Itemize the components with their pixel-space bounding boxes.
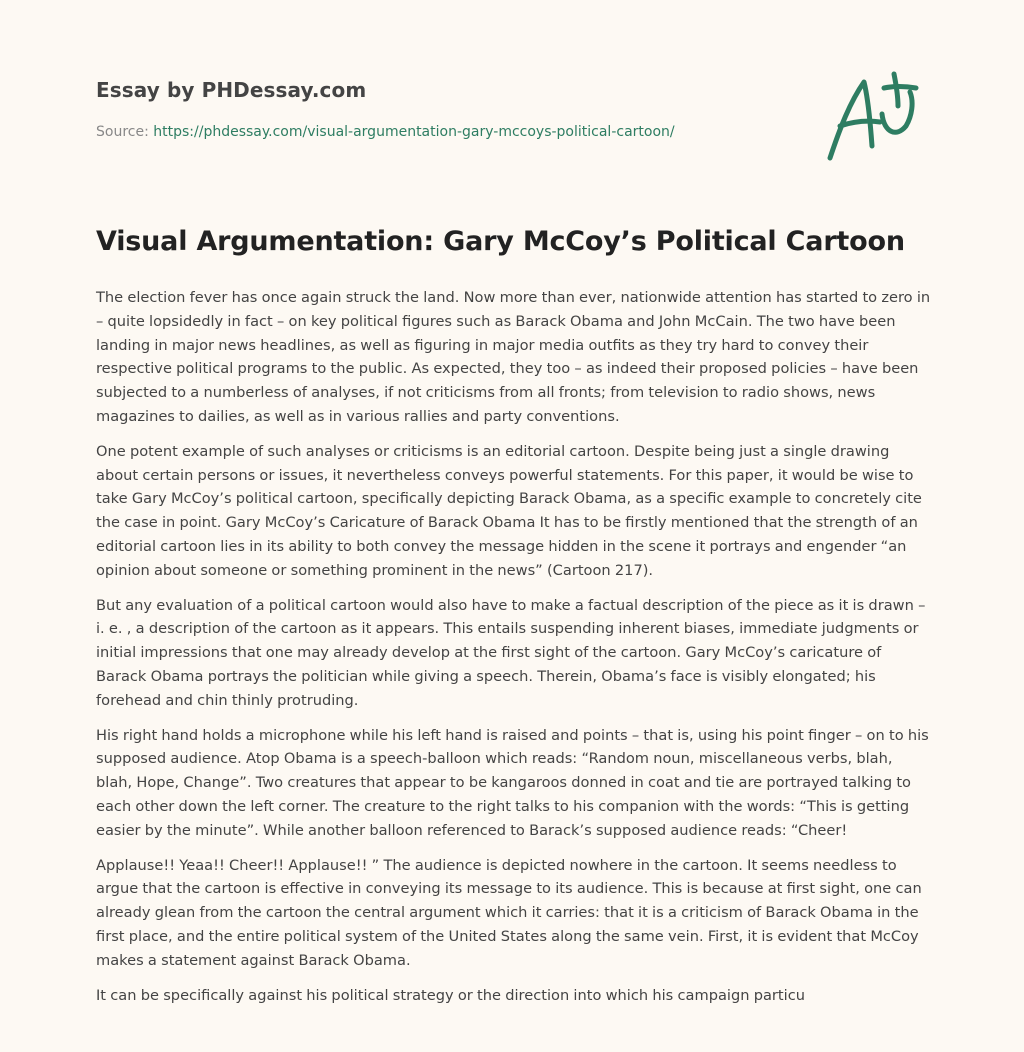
paragraph: It can be specifically against his political strategy or the direction into which his campaign particu xyxy=(96,986,805,1004)
a-plus-logo-icon xyxy=(824,66,928,166)
source-link[interactable]: https://phdessay.com/visual-argumentation-gary-mccoys-political-cartoon/ xyxy=(153,124,675,140)
paragraph: But any evaluation of a political cartoon would also have to make a factual description of the piece as it is drawn – i. e. , a description of the cartoon as it appears. This entails suspending inherent biases, immediate judgments or initial impressions that one may already develop at the first sight of the cartoon. Gary McCoy’s caricature of Barack Obama portrays the politician while giving a speech. Therein, Obama’s face is visibly elongated; his forehead and chin thinly protruding. xyxy=(96,596,926,709)
source-label: Source: xyxy=(96,124,149,140)
article-title: Visual Argumentation: Gary McCoy’s Political Cartoon xyxy=(96,226,905,257)
document-page xyxy=(96,0,930,1052)
paragraph: Applause!! Yeaa!! Cheer!! Applause!! ” The audience is depicted nowhere in the cartoon. It seems needless to argue that the cartoon is effective in conveying its message to its audience. This is because at first sight, one can already glean from the cartoon the central argument which it carries: that it is a criticism of Barack Obama in the first place, and the entire political system of the United States along the same vein. First, it is evident that McCoy makes a statement against Barack Obama. xyxy=(96,856,922,969)
paragraph: One potent example of such analyses or criticisms is an editorial cartoon. Despite being just a single drawing about certain persons or issues, it nevertheless conveys powerful statements. For this paper, it would be wise to take Gary McCoy’s political cartoon, specifically depicting Barack Obama, as a specific example to concretely cite the case in point. Gary McCoy’s Caricature of Barack Obama It has to be firstly mentioned that the strength of an editorial cartoon lies in its ability to both convey the message hidden in the scene it portrays and engender “an opinion about someone or something prominent in the news” (Cartoon 217). xyxy=(96,442,922,579)
source-line xyxy=(96,124,675,140)
paragraph: The election fever has once again struck the land. Now more than ever, nationwide attention has started to zero in – quite lopsidedly in fact – on key political figures such as Barack Obama and John McCain. The two have been landing in major news headlines, as well as figuring in major media outfits as they try hard to convey their respective political programs to the public. As expected, they too – as indeed their proposed policies – have been subjected to a numberless of analyses, if not criticisms from all fronts; from television to radio shows, news magazines to dailies, as well as in various rallies and party conventions. xyxy=(96,289,931,425)
paragraph: His right hand holds a microphone while his left hand is raised and points – that is, using his point finger – on to his supposed audience. Atop Obama is a speech-balloon which reads: “Random noun, miscellaneous verbs, blah, blah, Hope, Change”. Two creatures that appear to be kangaroos donned in coat and tie are portrayed talking to each other down the left corner. The creature to the right talks to his companion with the words: “This is getting easier by the minute”. While another balloon referenced to Barack’s supposed audience reads: “Cheer! xyxy=(96,726,929,839)
site-brand: Essay by PHDessay.com xyxy=(96,78,367,102)
article-body xyxy=(96,286,932,1018)
